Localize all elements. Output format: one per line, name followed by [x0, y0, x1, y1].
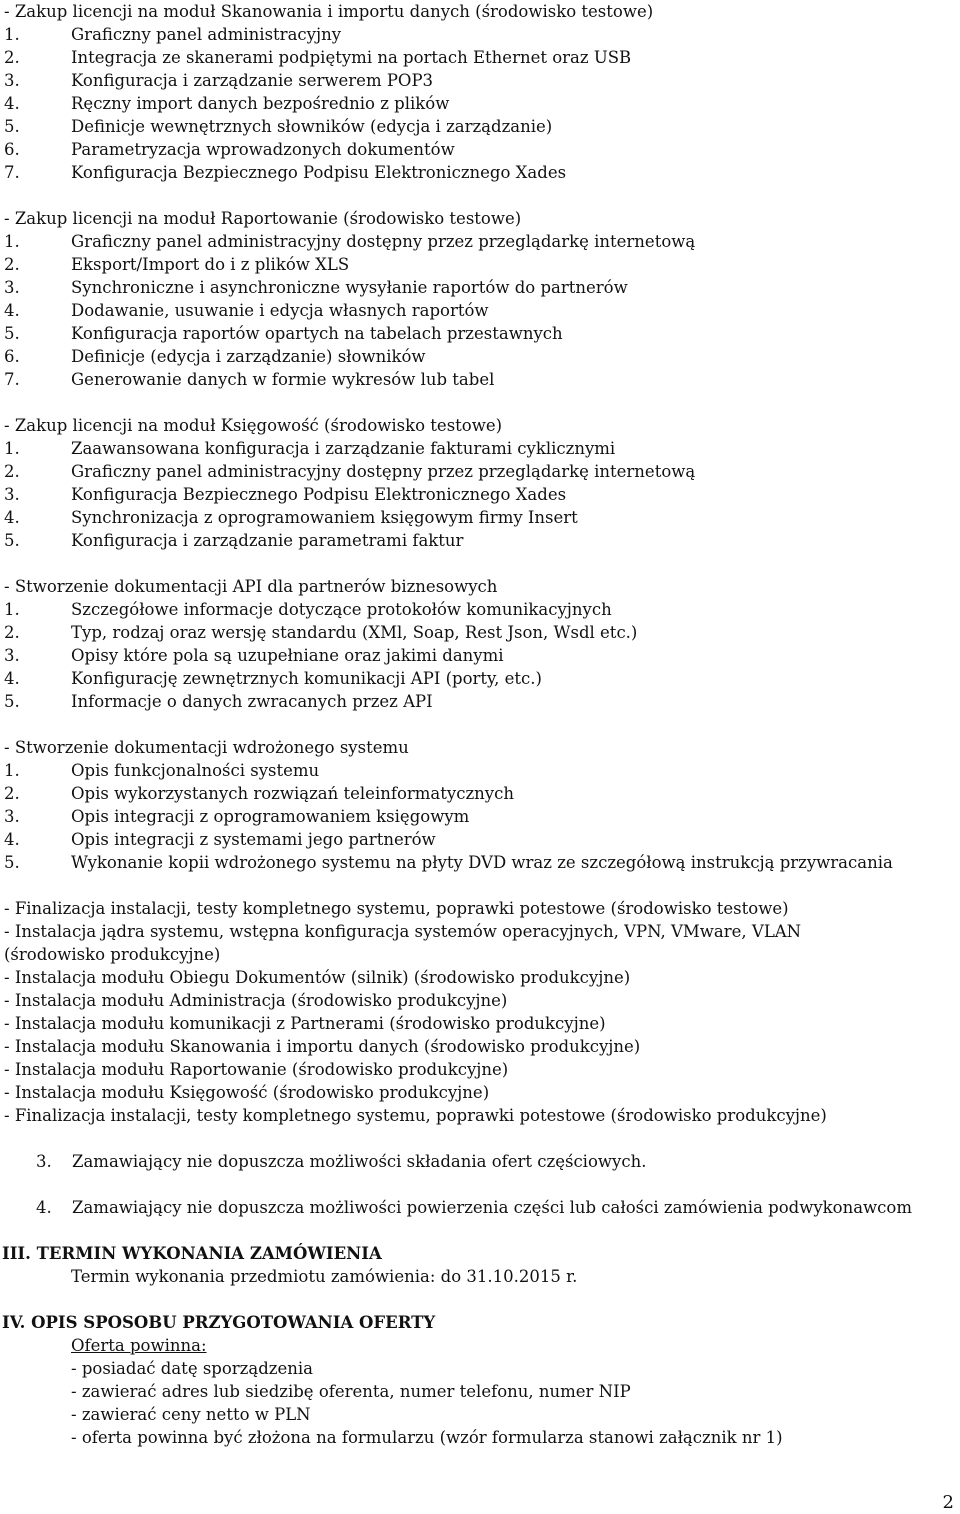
point-text: Zamawiający nie dopuszcza możliwości składania ofert częściowych. — [72, 1152, 647, 1171]
item-text: Zaawansowana konfiguracja i zarządzanie fakturami cyklicznymi — [71, 439, 616, 458]
list-item — [0, 23, 960, 46]
install-line: - Instalacja modułu Skanowania i importu danych (środowisko produkcyjne) — [4, 1037, 641, 1056]
install-line: - Instalacja modułu Księgowość (środowisko produkcyjne) — [4, 1083, 490, 1102]
list-item — [0, 299, 960, 322]
section-iii-text: Termin wykonania przedmiotu zamówienia: do 31.10.2015 r. — [71, 1267, 578, 1286]
item-number: 6. — [4, 140, 20, 159]
spacer — [0, 1173, 960, 1196]
install-line: - Instalacja modułu komunikacji z Partnerami (środowisko produkcyjne) — [4, 1014, 606, 1033]
section-heading-iv: IV. OPIS SPOSOBU PRZYGOTOWANIA OFERTY — [2, 1313, 436, 1332]
item-number: 1. — [4, 439, 20, 458]
item-text: Graficzny panel administracyjny dostępny przez przeglądarkę internetową — [71, 462, 696, 481]
item-number: 4. — [4, 830, 20, 849]
item-number: 7. — [4, 163, 20, 182]
page-number: 2 — [942, 1492, 954, 1513]
item-number: 1. — [4, 25, 20, 44]
item-text: Szczegółowe informacje dotyczące protokołów komunikacyjnych — [71, 600, 612, 619]
list-item — [0, 805, 960, 828]
spacer — [0, 1288, 960, 1311]
list-item — [0, 345, 960, 368]
item-text: Konfiguracja i zarządzanie parametrami faktur — [71, 531, 464, 550]
list-item — [0, 621, 960, 644]
item-number: 5. — [4, 692, 20, 711]
item-text: Konfiguracja Bezpiecznego Podpisu Elektronicznego Xades — [71, 163, 567, 182]
list-item — [0, 69, 960, 92]
item-text: Ręczny import danych bezpośrednio z plików — [71, 94, 450, 113]
section-iv-subheading: Oferta powinna: — [71, 1336, 207, 1355]
list-item — [0, 276, 960, 299]
list-item — [0, 667, 960, 690]
list-item — [0, 483, 960, 506]
item-text: Opis wykorzystanych rozwiązań teleinformatycznych — [71, 784, 514, 803]
list-item — [0, 46, 960, 69]
item-number: 3. — [4, 646, 20, 665]
install-line: - Instalacja modułu Administracja (środowisko produkcyjne) — [4, 991, 508, 1010]
item-number: 2. — [4, 462, 20, 481]
numbered-point — [0, 1150, 960, 1173]
list-item — [0, 322, 960, 345]
item-text: Parametryzacja wprowadzonych dokumentów — [71, 140, 455, 159]
spacer — [0, 1127, 960, 1150]
item-number: 7. — [4, 370, 20, 389]
item-number: 1. — [4, 232, 20, 251]
item-text: Konfigurację zewnętrznych komunikacji API (porty, etc.) — [71, 669, 542, 688]
list-item — [0, 690, 960, 713]
item-text: Wykonanie kopii wdrożonego systemu na płyty DVD wraz ze szczegółową instrukcją przywracania — [71, 853, 893, 872]
point-text: Zamawiający nie dopuszcza możliwości powierzenia części lub całości zamówienia podwykonawcom — [72, 1198, 913, 1217]
list-item — [0, 782, 960, 805]
item-number: 6. — [4, 347, 20, 366]
item-number: 5. — [4, 853, 20, 872]
item-number: 5. — [4, 117, 20, 136]
offer-requirement: - zawierać ceny netto w PLN — [71, 1405, 311, 1424]
item-text: Generowanie danych w formie wykresów lub tabel — [71, 370, 495, 389]
section-title-api: - Stworzenie dokumentacji API dla partnerów biznesowych — [4, 577, 498, 596]
offer-requirement: - posiadać datę sporządzenia — [71, 1359, 313, 1378]
item-text: Opis funkcjonalności systemu — [71, 761, 320, 780]
item-number: 4. — [4, 301, 20, 320]
item-number: 3. — [4, 807, 20, 826]
spacer — [0, 713, 960, 736]
list-item — [0, 851, 960, 874]
item-text: Eksport/Import do i z plików XLS — [71, 255, 350, 274]
install-line: (środowisko produkcyjne) — [4, 945, 221, 964]
point-number: 3. — [36, 1152, 52, 1171]
item-number: 2. — [4, 784, 20, 803]
list-item — [0, 437, 960, 460]
item-number: 4. — [4, 508, 20, 527]
spacer — [0, 552, 960, 575]
install-line: - Instalacja modułu Raportowanie (środowisko produkcyjne) — [4, 1060, 509, 1079]
section-title-skanowanie: - Zakup licencji na moduł Skanowania i importu danych (środowisko testowe) — [4, 2, 654, 21]
list-item — [0, 506, 960, 529]
item-number: 4. — [4, 669, 20, 688]
item-text: Konfiguracja i zarządzanie serwerem POP3 — [71, 71, 434, 90]
offer-requirement: - oferta powinna być złożona na formularzu (wzór formularza stanowi załącznik nr 1) — [71, 1428, 783, 1447]
list-item — [0, 828, 960, 851]
install-line: - Finalizacja instalacji, testy kompletnego systemu, poprawki potestowe (środowisko produkcyjne) — [4, 1106, 827, 1125]
section-title-ksiegowosc: - Zakup licencji na moduł Księgowość (środowisko testowe) — [4, 416, 503, 435]
item-number: 1. — [4, 761, 20, 780]
item-text: Dodawanie, usuwanie i edycja własnych raportów — [71, 301, 489, 320]
section-heading-iii: III. TERMIN WYKONANIA ZAMÓWIENIA — [2, 1244, 382, 1263]
spacer — [0, 184, 960, 207]
list-item — [0, 138, 960, 161]
point-number: 4. — [36, 1198, 52, 1217]
spacer — [0, 1219, 960, 1242]
item-text: Graficzny panel administracyjny dostępny przez przeglądarkę internetową — [71, 232, 696, 251]
item-text: Konfiguracja Bezpiecznego Podpisu Elektronicznego Xades — [71, 485, 567, 504]
list-item — [0, 644, 960, 667]
list-item — [0, 92, 960, 115]
spacer — [0, 391, 960, 414]
list-item — [0, 598, 960, 621]
list-item — [0, 253, 960, 276]
offer-requirement: - zawierać adres lub siedzibę oferenta, numer telefonu, numer NIP — [71, 1382, 631, 1401]
install-line: - Instalacja jądra systemu, wstępna konfiguracja systemów operacyjnych, VPN, VMware, VLAN — [4, 922, 802, 941]
item-text: Synchroniczne i asynchroniczne wysyłanie raportów do partnerów — [71, 278, 628, 297]
list-item — [0, 161, 960, 184]
spacer — [0, 874, 960, 897]
section-title-raportowanie: - Zakup licencji na moduł Raportowanie (środowisko testowe) — [4, 209, 522, 228]
list-item — [0, 230, 960, 253]
item-text: Opis integracji z oprogramowaniem księgowym — [71, 807, 470, 826]
item-number: 1. — [4, 600, 20, 619]
item-text: Definicje wewnętrznych słowników (edycja i zarządzanie) — [71, 117, 553, 136]
section-title-wdrozenie: - Stworzenie dokumentacji wdrożonego systemu — [4, 738, 409, 757]
list-item — [0, 368, 960, 391]
list-item — [0, 529, 960, 552]
item-number: 2. — [4, 48, 20, 67]
item-text: Typ, rodzaj oraz wersję standardu (XMl, Soap, Rest Json, Wsdl etc.) — [71, 623, 638, 642]
item-number: 3. — [4, 71, 20, 90]
item-number: 5. — [4, 324, 20, 343]
item-text: Definicje (edycja i zarządzanie) słowników — [71, 347, 426, 366]
item-text: Opis integracji z systemami jego partnerów — [71, 830, 436, 849]
item-text: Opisy które pola są uzupełniane oraz jakimi danymi — [71, 646, 504, 665]
item-text: Graficzny panel administracyjny — [71, 25, 342, 44]
list-item — [0, 115, 960, 138]
install-line: - Finalizacja instalacji, testy kompletnego systemu, poprawki potestowe (środowisko testowe) — [4, 899, 789, 918]
item-number: 4. — [4, 94, 20, 113]
install-line: - Instalacja modułu Obiegu Dokumentów (silnik) (środowisko produkcyjne) — [4, 968, 631, 987]
item-text: Synchronizacja z oprogramowaniem księgowym firmy Insert — [71, 508, 578, 527]
item-text: Konfiguracja raportów opartych na tabelach przestawnych — [71, 324, 563, 343]
item-text: Integracja ze skanerami podpiętymi na portach Ethernet oraz USB — [71, 48, 632, 67]
item-text: Informacje o danych zwracanych przez API — [71, 692, 433, 711]
item-number: 2. — [4, 255, 20, 274]
list-item — [0, 460, 960, 483]
item-number: 3. — [4, 485, 20, 504]
item-number: 5. — [4, 531, 20, 550]
item-number: 3. — [4, 278, 20, 297]
numbered-point — [0, 1196, 960, 1219]
list-item — [0, 759, 960, 782]
item-number: 2. — [4, 623, 20, 642]
